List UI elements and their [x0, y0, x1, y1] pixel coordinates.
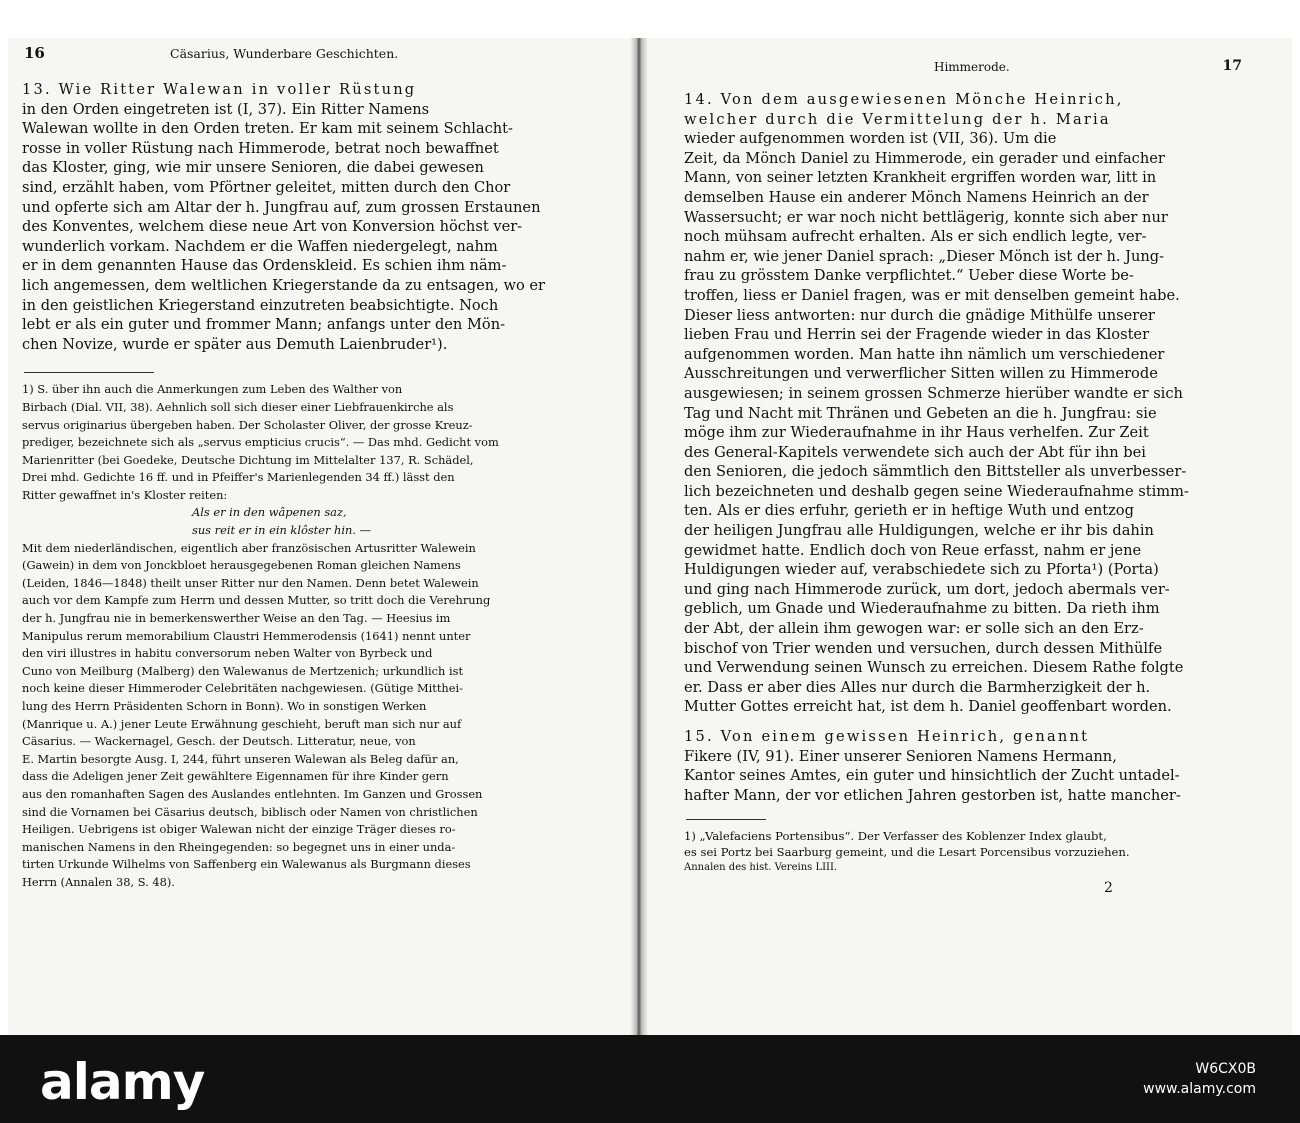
footnote-line: sind die Vornamen bei Cäsarius deutsch, biblisch oder Namen von christlichen: [22, 804, 478, 819]
footnote-line: servus originarius übergeben haben. Der Scholaster Oliver, der grosse Kreuz-: [22, 417, 473, 432]
text-line: ten. Als er dies erfuhr, gerieth er in heftige Wuth und entzog: [684, 502, 1134, 520]
footnote-line: dass die Adeligen jener Zeit gewähltere Eigennamen für ihre Kinder gern: [22, 769, 449, 784]
text-line: in den geistlichen Kriegerstand einzutreten beabsichtigte. Noch: [22, 296, 499, 314]
text-line: Mutter Gottes erreicht hat, ist dem h. Daniel geoffenbart worden.: [684, 698, 1172, 716]
right-running-head: [684, 38, 1242, 74]
verse-line: Als er in den wâpenen saz,: [192, 505, 347, 520]
text-line: Walewan wollte in den Orden treten. Er kam mit seinem Schlacht-: [22, 120, 513, 138]
text-line: der Abt, der allein ihm gewogen war: er solle sich an den Erz-: [684, 620, 1144, 638]
text-line: lich bezeichneten und deshalb gegen seine Wiederaufnahme stimm-: [684, 482, 1189, 500]
text-line: Zeit, da Mönch Daniel zu Himmerode, ein gerader und einfacher: [684, 149, 1165, 167]
footnote-line: (Manrique u. A.) jener Leute Erwähnung geschieht, beruft man sich nur auf: [22, 716, 462, 731]
footnote-rule: [24, 372, 154, 373]
footnote-line: Manipulus rerum memorabilium Claustri Hemmerodensis (1641) nennt unter: [22, 628, 471, 643]
text-line: ausgewiesen; in seinem grossen Schmerze hierüber wandte er sich: [684, 384, 1183, 402]
text-line: des Konventes, welchem diese neue Art von Konversion höchst ver-: [22, 218, 523, 236]
verse-line: sus reit er in ein klôster hin. —: [192, 523, 372, 538]
stock-id: W6CX0B: [1195, 1061, 1256, 1077]
text-line: rosse in voller Rüstung nach Himmerode, betrat noch bewaffnet: [22, 139, 499, 157]
text-line: aufgenommen worden. Man hatte ihn nämlich um verschiedener: [684, 345, 1165, 363]
footnote-rule: [686, 819, 766, 820]
footnote-line: (Gawein) in dem von Jonckbloet herausgegebenen Roman gleichen Namens: [22, 558, 461, 573]
left-running-title: Cäsarius, Wunderbare Geschichten.: [170, 46, 399, 61]
footnote-line: Drei mhd. Gedichte 16 ff. und in Pfeiffer's Marienlegenden 34 ff.) lässt den: [22, 470, 455, 485]
left-page: [22, 38, 618, 892]
left-body-text: [22, 80, 618, 354]
text-line: er. Dass er aber dies Alles nur durch die Barmherzigkeit der h.: [684, 678, 1151, 696]
book-gutter: [630, 38, 648, 1035]
text-line: nahm er, wie jener Daniel sprach: „Dieser Mönch ist der h. Jung-: [684, 247, 1165, 265]
section-13-heading: 13. Wie Ritter Walewan in voller Rüstung: [22, 81, 417, 98]
text-line: gewidmet hatte. Endlich doch von Reue erfasst, nahm er jene: [684, 541, 1142, 559]
text-line: noch mühsam aufrecht erhalten. Als er sich endlich legte, ver-: [684, 228, 1147, 246]
signature-mark: 2: [1104, 880, 1113, 897]
footnote-line: Annalen des hist. Vereins LIII.: [684, 862, 838, 874]
text-line: und Verwendung seinen Wunsch zu erreichen. Diesem Rathe folgte: [684, 659, 1184, 677]
left-page-number: 16: [24, 44, 45, 62]
footnote-line: auch vor dem Kampfe zum Herrn und dessen Mutter, so tritt doch die Verehrung: [22, 593, 491, 608]
text-line: wieder aufgenommen worden ist (VII, 36). Um die: [684, 130, 1057, 148]
text-line: Tag und Nacht mit Thränen und Gebeten an die h. Jungfrau: sie: [684, 404, 1157, 422]
text-line: möge ihm zur Wiederaufnahme in ihr Haus verhelfen. Zur Zeit: [684, 424, 1149, 442]
footnote-line: Cäsarius. — Wackernagel, Gesch. der Deutsch. Litteratur, neue, von: [22, 734, 416, 749]
section-14-heading: 14. Von dem ausgewiesenen Mönche Heinrich,: [684, 91, 1124, 108]
footnote-line: E. Martin besorgte Ausg. I, 244, führt unseren Walewan als Beleg dafür an,: [22, 751, 459, 766]
text-line: Huldigungen wieder auf, verabschiedete sich zu Pforta¹) (Porta): [684, 561, 1159, 579]
footnote-line: Birbach (Dial. VII, 38). Aehnlich soll sich dieser einer Liebfrauenkirche als: [22, 399, 454, 414]
text-line: er in dem genannten Hause das Ordenskleid. Es schien ihm näm-: [22, 257, 507, 275]
text-line: Ausschreitungen und verwerflicher Sitten willen zu Himmerode: [684, 365, 1158, 383]
text-line: troffen, liess er Daniel fragen, was er mit denselben gemeint habe.: [684, 286, 1180, 304]
right-page: [684, 38, 1242, 896]
text-line: lieben Frau und Herrin sei der Fragende wieder in das Kloster: [684, 326, 1150, 344]
stock-site: www.alamy.com: [1143, 1081, 1256, 1097]
section-15-heading: 15. Von einem gewissen Heinrich, genannt: [684, 728, 1090, 745]
text-line: Wassersucht; er war noch nicht bettlägerig, konnte sich aber nur: [684, 208, 1168, 226]
footnote-line: lung des Herrn Präsidenten Schorn in Bonn). Wo in sonstigen Werken: [22, 699, 427, 713]
footnote-line: Cuno von Meilburg (Malberg) den Walewanus de Mertzenich; urkundlich ist: [22, 663, 464, 678]
text-line: chen Novize, wurde er später aus Demuth Laienbruder¹).: [22, 335, 448, 353]
right-footnote: [684, 828, 1242, 876]
left-footnote: [22, 381, 618, 891]
text-line: und opferte sich am Altar der h. Jungfrau auf, zum grossen Erstaunen: [22, 198, 541, 216]
footnote-line: Heiligen. Uebrigens ist obiger Walewan nicht der einzige Träger dieses ro-: [22, 822, 456, 837]
text-line: geblich, um Gnade und Wiederaufnahme zu bitten. Da rieth ihm: [684, 600, 1160, 618]
text-line: sind, erzählt haben, vom Pförtner geleitet, mitten durch den Chor: [22, 178, 511, 196]
text-line: Fikere (IV, 91). Einer unserer Senioren Namens Hermann,: [684, 747, 1117, 765]
text-line: lebt er als ein guter und frommer Mann; anfangs unter den Mön-: [22, 316, 506, 334]
text-line: der heiligen Jungfrau alle Huldigungen, welche er ihr bis dahin: [684, 522, 1154, 540]
footnote-line: 1) S. über ihn auch die Anmerkungen zum Leben des Walther von: [22, 382, 403, 397]
text-line: des General-Kapitels verwendete sich auch der Abt für ihn bei: [684, 443, 1146, 461]
text-line: Dieser liess antworten: nur durch die gnädige Mithülfe unserer: [684, 306, 1155, 324]
text-line: frau zu grösstem Danke verpflichtet.“ Ueber diese Worte be-: [684, 267, 1134, 285]
text-line: wunderlich vorkam. Nachdem er die Waffen niedergelegt, nahm: [22, 237, 498, 255]
text-line: Mann, von seiner letzten Krankheit ergriffen worden war, litt in: [684, 169, 1157, 187]
text-line: demselben Hause ein anderer Mönch Namens Heinrich an der: [684, 188, 1149, 206]
alamy-logo: alamy: [40, 1053, 205, 1111]
footnote-line: prediger, bezeichnete sich als „servus empticius crucis“. — Das mhd. Gedicht vom: [22, 435, 499, 450]
text-line: und ging nach Himmerode zurück, um dort, jedoch abermals ver-: [684, 580, 1170, 598]
footnote-line: manischen Namens in den Rheingegenden: so begegnet uns in einer unda-: [22, 839, 456, 854]
footnote-line: aus den romanhaften Sagen des Auslandes entlehnten. Im Ganzen und Grossen: [22, 786, 483, 801]
footnote-line: (Leiden, 1846—1848) theilt unser Ritter nur den Namen. Denn betet Walewein: [22, 575, 479, 590]
footnote-line: der h. Jungfrau nie in bemerkenswerther Weise an den Tag. — Heesius im: [22, 611, 451, 626]
footnote-line: Marienritter (bei Goedeke, Deutsche Dichtung im Mittelalter 137, R. Schädel,: [22, 452, 474, 467]
footnote-line: Herrn (Annalen 38, S. 48).: [22, 874, 175, 889]
stock-info: [1143, 1059, 1256, 1099]
text-line: in den Orden eingetreten ist (I, 37). Ein Ritter Namens: [22, 100, 430, 118]
book-scan: [8, 38, 1292, 1035]
section-14-heading: welcher durch die Vermittelung der h. Maria: [684, 110, 1111, 128]
text-line: Kantor seines Amtes, ein guter und hinsichtlich der Zucht untadel-: [684, 767, 1180, 785]
footnote-line: den viri illustres in habitu conversorum neben Walter von Byrbeck und: [22, 646, 433, 661]
text-line: den Senioren, die jedoch sämmtlich den Bittsteller als unverbesser-: [684, 463, 1187, 481]
footnote-line: es sei Portz bei Saarburg gemeint, und die Lesart Porcensibus vorzuziehen.: [684, 845, 1130, 860]
left-running-head: [22, 38, 618, 68]
footnote-line: 1) „Valefaciens Portensibus“. Der Verfasser des Koblenzer Index glaubt,: [684, 829, 1107, 844]
right-running-title: Himmerode.: [934, 60, 1010, 74]
text-line: hafter Mann, der vor etlichen Jahren gestorben ist, hatte mancher-: [684, 786, 1181, 804]
footnote-line: tirten Urkunde Wilhelms von Saffenberg ein Walewanus als Burgmann dieses: [22, 857, 471, 872]
footnote-line: noch keine dieser Himmeroder Celebritäten nachgewiesen. (Gütige Mitthei-: [22, 681, 463, 696]
watermark-banner: [0, 1035, 1300, 1123]
text-line: bischof von Trier wenden und versuchen, durch dessen Mithülfe: [684, 639, 1163, 657]
right-page-number: 17: [1222, 58, 1242, 74]
text-line: lich angemessen, dem weltlichen Kriegerstande da zu entsagen, wo er: [22, 276, 545, 294]
text-line: das Kloster, ging, wie mir unsere Senioren, die dabei gewesen: [22, 159, 484, 177]
footnote-line: Mit dem niederländischen, eigentlich aber französischen Artusritter Walewein: [22, 540, 476, 555]
right-body-text: [684, 90, 1242, 805]
footnote-line: Ritter gewaffnet in's Kloster reiten:: [22, 487, 228, 502]
